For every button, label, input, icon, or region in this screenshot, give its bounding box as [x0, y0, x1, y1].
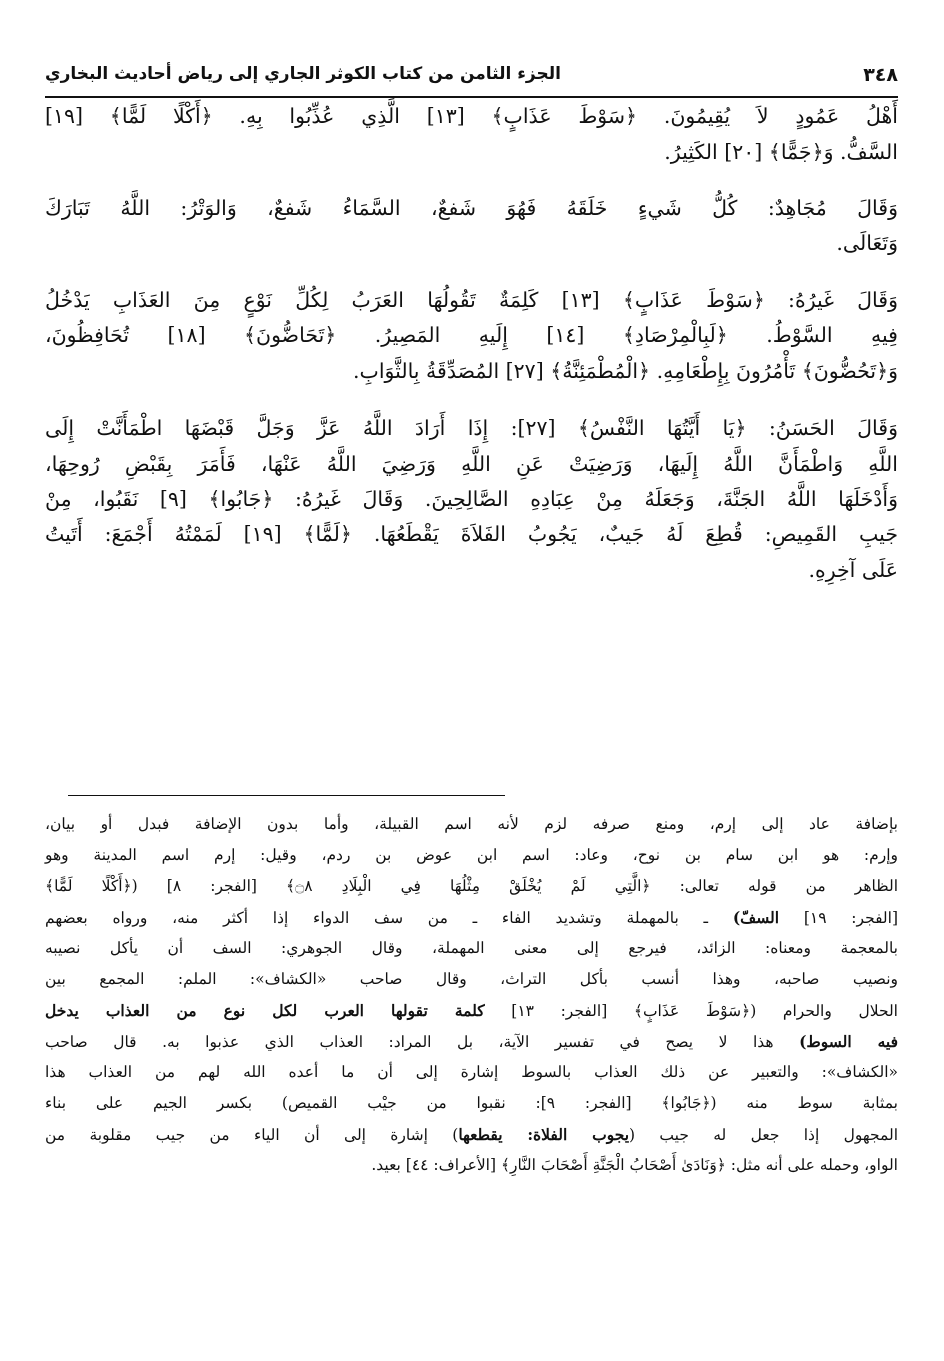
text-line: السَّفُّ. وَ﴿جَمًّا﴾ [٢٠] الكَثِيرُ. — [664, 140, 898, 164]
footnote-line: بإضافة عاد إلى إرم، ومنع صرفه لزم لأنه اسم القبيلة، وأما بدون الإضافة فبدل أو بيان، — [45, 815, 898, 833]
footnote-text: ) إشارة إلى أن الياء من جيب مقلوبة من — [45, 1126, 459, 1144]
text-line: وَقَالَ الحَسَنُ: ﴿يَا أَيَّتُهَا النَّفْسُ﴾ [٢٧]: إِذَا أَرَادَ اللَّهُ عَزَّ وَجَلَّ قَبْضَهَا اطْمَأَنَّتْ إِلَى — [45, 416, 898, 440]
text-line: فِيهِ السَّوْطُ. ﴿لَبِالْمِرْصَادِ﴾ [١٤] إِلَيهِ المَصِيرُ. ﴿تَحَاضُّونَ﴾ [١٨] تُحَافِظُونَ، — [45, 323, 898, 347]
footnote-line: وإرم: هو ابن سام بن نوح، وعاد: اسم ابن عوض بن ردم، وقيل: إرم اسم المدينة وهو — [45, 846, 898, 864]
text-line: اللَّهِ وَاطْمَأَنَّ اللَّهُ إِلَيهَا، وَرَضِيَتْ عَنِ اللَّهِ وَرَضِيَ اللَّهُ عَنْهَا، فَأَمَرَ بِقَبْضِ رُوحِهَا، — [45, 452, 898, 476]
text-line: وَأَدْخَلَهَا اللَّهُ الجَنَّةَ، وَجَعَلَهُ مِنْ عِبَادِهِ الصَّالِحِينَ. وَقَالَ غَيرُهُ: ﴿جَابُوا﴾ [٩] نَقَبُوا، مِنْ — [45, 487, 898, 511]
footnote-text: ـ بالمهملة وتشديد الفاء ـ من سف الدواء إذا أكثر منه، ورواه بعضهم — [45, 909, 709, 927]
footnote-line — [45, 908, 898, 927]
running-title: الجزء الثامن من كتاب الكوثر الجاري إلى رياض أحاديث البخاري — [45, 64, 561, 84]
footnote-line: ونصيب صاحبه، وهذا أنسب بأكل التراث، وقال صاحب «الكشاف»: الملم: المجمع بين — [45, 970, 898, 988]
footnote-line — [45, 1125, 898, 1144]
page-number: ٣٤٨ — [863, 64, 898, 86]
text-line: عَلَى آخِرِهِ. — [808, 558, 898, 582]
citation: [الفجر: ١٩] — [803, 909, 898, 927]
text-line: وَقَالَ مُجَاهِدٌ: كُلُّ شَيءٍ خَلَقَهُ فَهُوَ شَفعٌ، السَّمَاءُ شَفعٌ، وَالوَتْرُ: اللَّهُ تَبَارَكَ — [45, 196, 898, 220]
footnote-separator — [68, 795, 505, 796]
header-rule — [45, 96, 898, 98]
text-line: أَهْلُ عَمُودٍ لاَ يُقِيمُونَ. ﴿سَوْطَ عَذَابٍ﴾ [١٣] الَّذِي عُذِّبُوا بِهِ. ﴿أَكْلًا لَمًّا﴾ [١٩] — [45, 104, 898, 128]
text-line: وَقَالَ غَيرُهُ: ﴿سَوْطَ عَذَابٍ﴾ [١٣] كَلِمَةٌ تَقُولُهَا العَرَبُ لِكُلِّ نَوْعٍ مِنَ العَذَابِ يَدْخُلُ — [45, 288, 898, 312]
bold-lemma: فيه السوط) — [799, 1032, 898, 1051]
running-header — [45, 60, 898, 90]
footnote-line — [45, 1001, 898, 1020]
footnote-line: بالمعجمة ومعناه: الزائد، فيرجع إلى معنى المهملة، وقال الجوهري: السف أن يأكل نصيبه — [45, 939, 898, 957]
text-line: وَ﴿تَحُضُّونَ﴾ تَأْمُرُونَ بِإِطْعَامِهِ. ﴿الْمُطْمَئِنَّةُ﴾ [٢٧] المُصَدِّقَةُ بِالثَّوَابِ. — [353, 359, 898, 383]
footnote-line — [45, 1032, 898, 1051]
bold-lemma: كلمة تقولها العرب لكل نوع من العذاب يدخل — [45, 1001, 485, 1020]
text-line: جَيبِ القَمِيصِ: قُطِعَ لَهُ جَيبٌ، يَجُوبُ الفَلاَةَ يَقْطَعُهَا. ﴿لَمًّا﴾ [١٩] لَمَمْتُهُ أَجْمَعَ: أَتَيتُ — [45, 522, 898, 546]
bold-lemma: يجوب الفلاة: يقطعها — [458, 1125, 630, 1144]
text-line: وَتَعَالَى. — [836, 231, 898, 255]
footnote-text: الحلال والحرام (﴿سَوْطَ عَذَابٍ﴾ [الفجر: ١٣] — [511, 1002, 898, 1020]
footnote-line: بمثابة سوط منه (﴿جَابُوا﴾ [الفجر: ٩]: نقبوا من جيْب القميص) بكسر الجيم على بناء — [45, 1094, 898, 1112]
footnote-line: «الكشاف»: والتعبير عن ذلك العذاب بالسوط إشارة إلى أن ما أعده الله لهم من العذاب هذا — [45, 1063, 898, 1081]
footnote-text: المجهول إذا جعل له جيب ( — [629, 1126, 898, 1144]
footnote-line: الواو، وحمله على أنه مثل: ﴿وَنَادَىٰ أَصْحَابُ الْجَنَّةِ أَصْحَابَ النَّارِ﴾ [الأعراف: ٤٤] بعيد. — [371, 1156, 898, 1174]
bold-lemma: السفّ) — [732, 908, 780, 927]
footnote-line: الظاهر من قوله تعالى: ﴿الَّتِي لَمْ يُخْلَقْ مِثْلُهَا فِي الْبِلَادِ ۝٨﴾ [الفجر: ٨] (﴿أَكْلًا لَمًّا﴾ — [45, 877, 899, 895]
footnote-text: هذا لا يصح في تفسير الآية، بل المراد: العذاب الذي عذبوا به. قال صاحب — [45, 1033, 774, 1051]
